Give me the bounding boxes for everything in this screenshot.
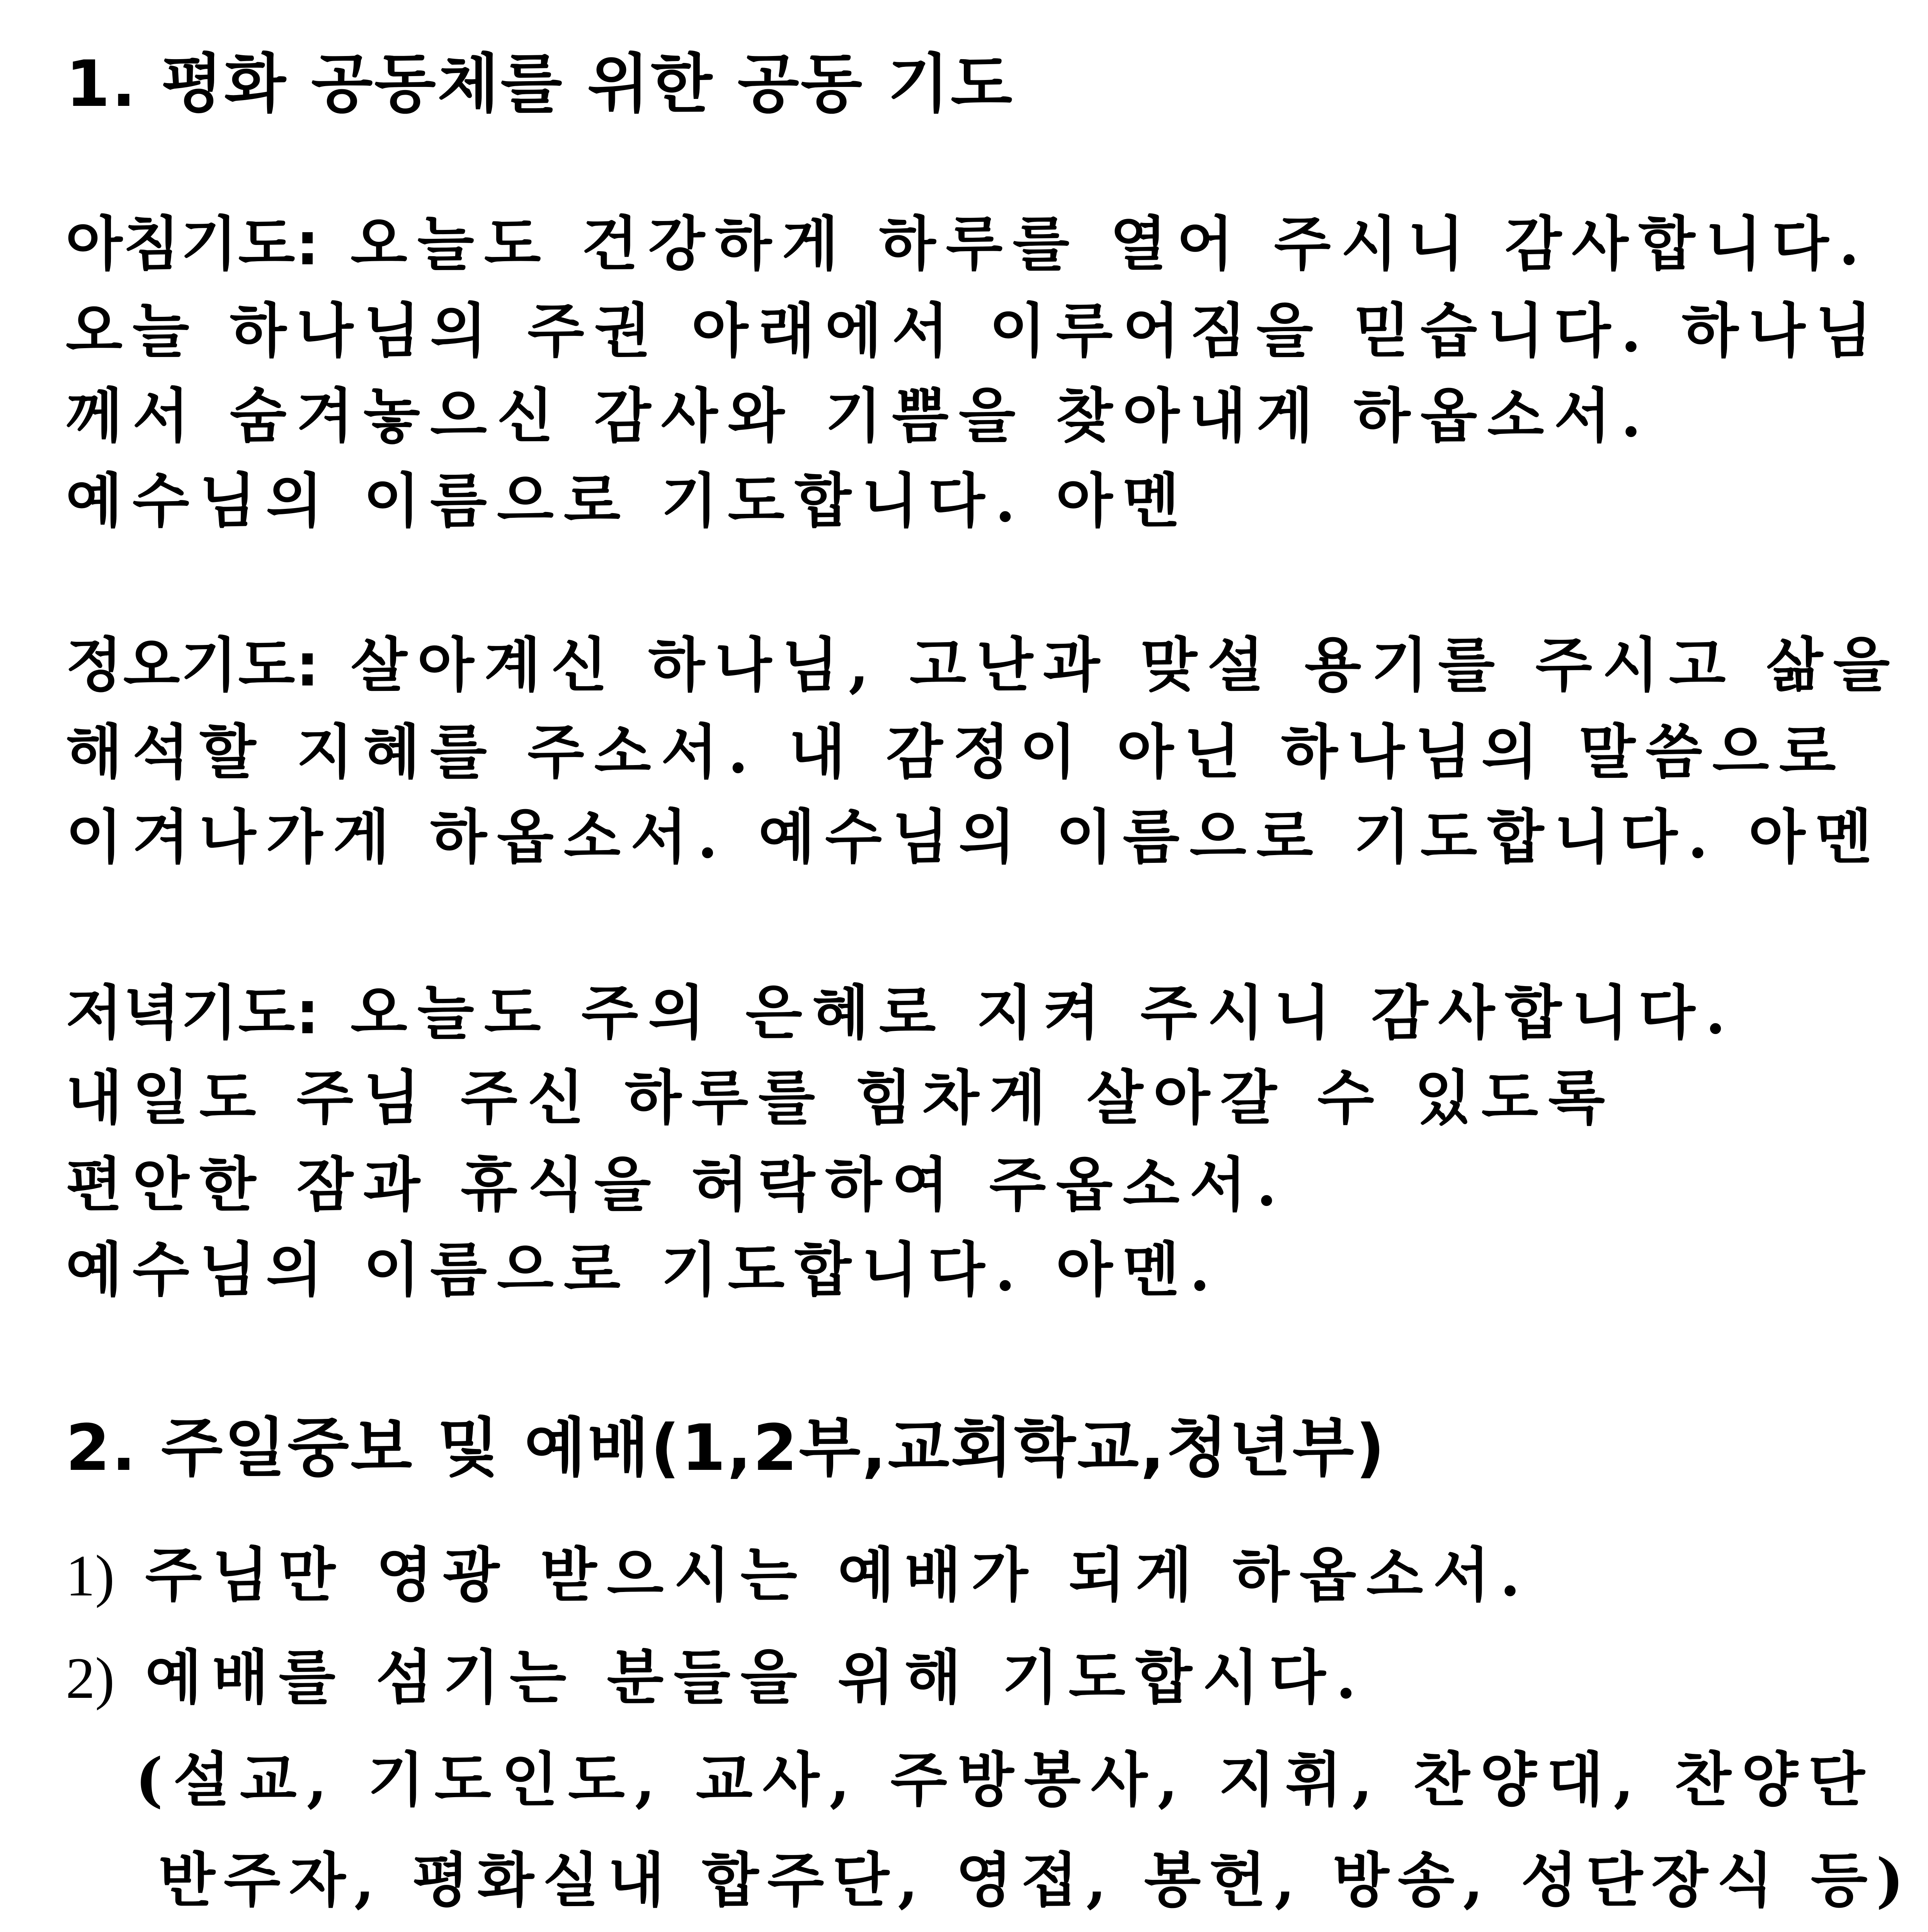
noon-prayer-line-1: [66, 630, 1900, 699]
morning-prayer-line-4: 예수님의 이름으로 기도합니다. 아멘: [66, 466, 1190, 535]
section-2-item-2: [66, 1643, 1366, 1712]
noon-prayer-label: 정오기도:: [66, 631, 320, 699]
evening-prayer-line-3: 편안한 잠과 휴식을 허락하여 주옵소서.: [66, 1150, 1287, 1219]
evening-prayer-line-4: 예수님의 이름으로 기도합니다. 아멘.: [66, 1235, 1220, 1304]
item-number: 2): [66, 1646, 115, 1711]
section-2-item-1: [66, 1540, 1531, 1609]
morning-prayer-line-3: 께서 숨겨놓으신 감사와 기쁨을 찾아내게 하옵소서.: [66, 381, 1651, 450]
section-2-item-2-detail-2: 반주자, 평화실내 합주단, 영접, 봉헌, 방송, 성단장식 등): [158, 1845, 1913, 1915]
morning-prayer-line-1: [66, 209, 1870, 278]
evening-prayer-text-1: 오늘도 주의 은혜로 지켜 주시니 감사합니다.: [320, 978, 1736, 1047]
section-1-title: 1. 평화 공동체를 위한 공동 기도: [66, 47, 1014, 121]
evening-prayer-line-2: 내일도 주님 주신 하루를 힘차게 살아갈 수 있도록: [66, 1063, 1615, 1132]
item-text: 주님만 영광 받으시는 예배가 되게 하옵소서.: [114, 1540, 1531, 1609]
noon-prayer-line-2: 해석할 지혜를 주소서. 내 감정이 아닌 하나님의 말씀으로: [66, 717, 1846, 786]
section-2-item-2-detail-1: (설교, 기도인도, 교사, 주방봉사, 지휘, 찬양대, 찬양단: [135, 1745, 1875, 1814]
morning-prayer-line-2: 오늘 하나님의 주권 아래에서 이루어짐을 믿습니다. 하나님: [66, 296, 1882, 365]
morning-prayer-text-1: 오늘도 건강하게 하루를 열어 주시니 감사합니다.: [320, 209, 1870, 278]
evening-prayer-line-1: [66, 978, 1736, 1047]
evening-prayer-label: 저녁기도:: [66, 979, 320, 1047]
noon-prayer-text-1: 살아계신 하나님, 고난과 맞설 용기를 주시고 삶을: [320, 630, 1900, 699]
item-text: 예배를 섬기는 분들을 위해 기도합시다.: [114, 1643, 1366, 1712]
section-2-title: 2. 주일중보 및 예배(1,2부,교회학교,청년부): [66, 1411, 1387, 1485]
morning-prayer-label: 아침기도:: [66, 210, 320, 278]
noon-prayer-line-3: 이겨나가게 하옵소서. 예수님의 이름으로 기도합니다. 아멘: [66, 802, 1882, 871]
item-number: 1): [66, 1543, 115, 1608]
